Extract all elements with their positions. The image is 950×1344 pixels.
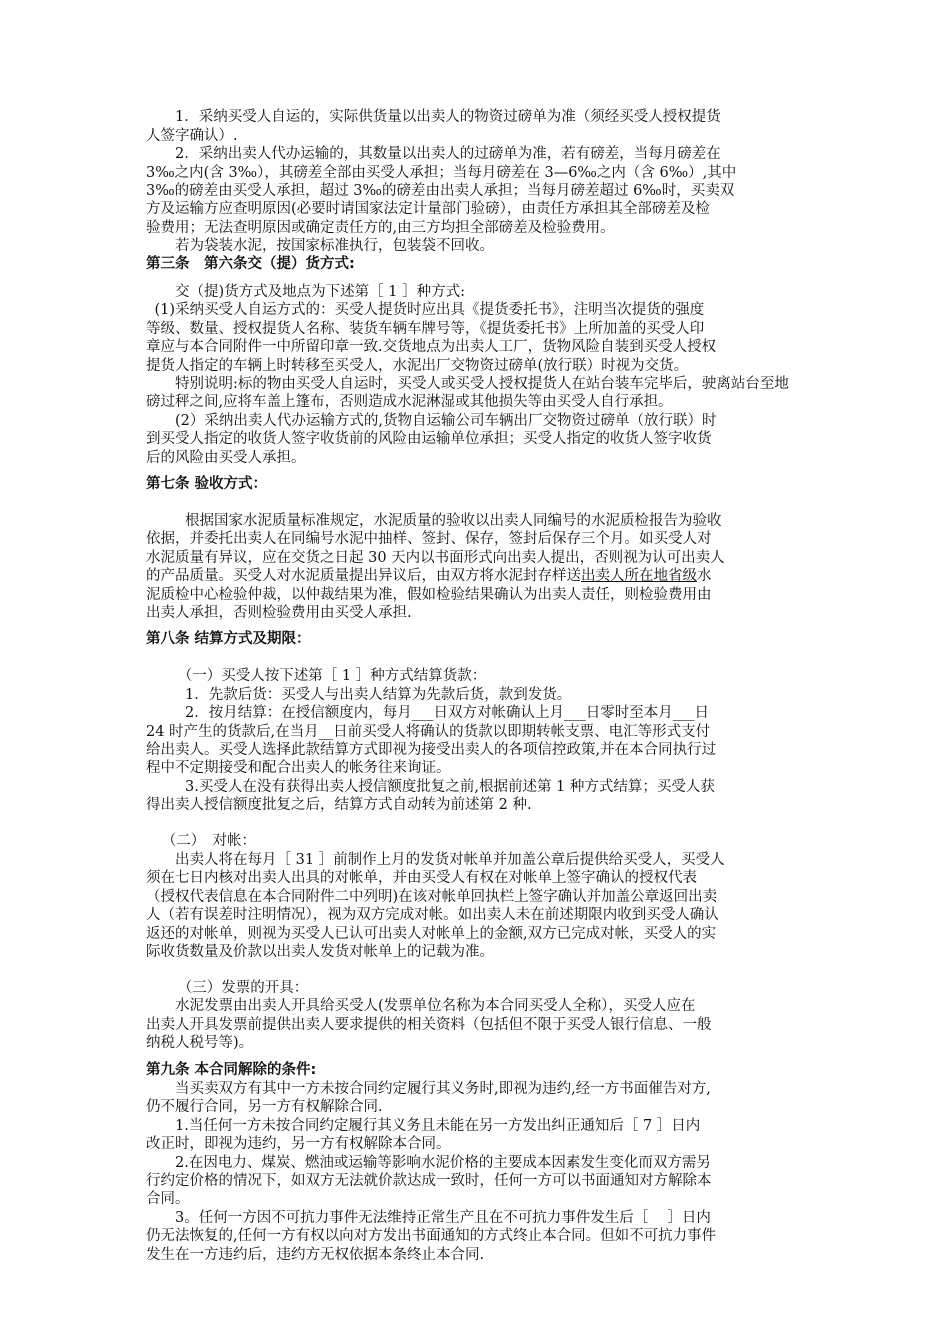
body-text-line: 方及运输方应查明原因(必要时请国家法定计量部门验磅），由责任方承担其全部磅差及检 [146,201,710,217]
body-text-line: 人签字确认）. [146,128,238,144]
body-text-line: 2．按月结算：在授信额度内，每月___日双方对帐确认上月___日零时至本月___日 [156,705,709,721]
body-text-line: 返还的对帐单，则视为买受人已认可出卖人对帐单上的金额,双方已完成对帐，买受人的实 [146,926,717,942]
body-text-line: 人（若有误差时注明情况），视为双方完成对帐。如出卖人未在前述期限内收到买受人确认 [146,907,719,923]
body-text-line: 交（提)货方式及地点为下述第［ 1 ］种方式: [146,284,465,300]
body-text-line: 仍无法恢复的,任何一方有权以向对方发出书面通知的方式终止本合同。但如不可抗力事件 [146,1228,717,1244]
section-heading: 第八条 结算方式及期限： [146,631,311,647]
body-text-line: 1．采纳买受人自运的，实际供货量以出卖人的物资过磅单为准（须经买受人授权提货 [146,109,721,125]
body-text-line: 章应与本合同附件一中所留印章一致.交货地点为出卖人工厂，货物风险自装到买受人授权 [146,339,717,355]
body-text-line: 根据国家水泥质量标准规定，水泥质量的验收以出卖人同编号的水泥质检报告为验收 [156,513,722,529]
body-text-line: 得出卖人授信额度批复之后，结算方式自动转为前述第 2 种. [146,797,532,813]
body-text-line: 等级、数量、授权提货人名称、装货车辆车牌号等，《提货委托书》上所加盖的买受人印 [146,321,705,337]
body-text-line: 出卖人承担，否则检验费用由买受人承担. [146,605,412,621]
body-text-line: 行约定价格的情况下，如双方无法就价款达成一致时，任何一方可以书面通知对方解除本 [146,1173,712,1189]
body-text-line: 给出卖人。买受人选择此款结算方式即视为接受出卖人的各项信控政策,并在本合同执行过 [146,742,717,758]
body-text-line: （三）发票的开具： [156,980,309,996]
body-text-line: （授权代表信息在本合同附件二中列明)在该对帐单回执栏上签字确认并加盖公章返回出卖 [146,889,718,905]
body-text-line: 3‰的磅差由买受人承担，超过 3‰的磅差由出卖人承担；当每月磅差超过 6‰时，买卖双 [146,183,735,199]
body-text-line: 合同。 [146,1191,190,1207]
body-text-line: 水泥质量有异议，应在交货之日起 30 天内以书面形式向出卖人提出，否则视为认可出卖人 [146,550,725,566]
body-text-line: 出卖人将在每月［ 31 ］前制作上月的发货对帐单并加盖公章后提供给买受人，买受人 [146,852,725,868]
body-text-line: (2）采纳出卖人代办运输方式的,货物自运输公司车辆出厂交物资过磅单（放行联）时 [146,413,717,429]
body-text-line: 依据，并委托出卖人在同编号水泥中抽样、签封、保存，签封后保存三个月。如买受人对 [146,531,712,547]
body-text-line: 1.当任何一方未按合同约定履行其义务且未能在另一方发出纠正通知后［ 7 ］日内 [146,1118,701,1134]
body-text-line: 1．先款后货：买受人与出卖人结算为先款后货，款到发货。 [156,687,572,703]
body-text-line: 到买受人指定的收货人签字收货前的风险由运输单位承担；买受人指定的收货人签字收货 [146,431,712,447]
section-heading: 第九条 本合同解除的条件: [146,1062,317,1078]
body-text-line: 发生在一方违约后，违约方无权依据本条终止本合同. [146,1247,485,1263]
body-text-line: 3。任何一方因不可抗力事件无法维持正常生产且在不可抗力事件发生后［ ］日内 [146,1210,711,1226]
body-text-line: 若为袋装水泥，按国家标准执行，包装袋不回收。 [146,238,494,254]
body-text-line: (1)采纳买受人自运方式的：买受人提货时应出具《提货委托书》，注明当次提货的强度 [140,302,705,318]
body-text-line: 2.在因电力、煤炭、燃油或运输等影响水泥价格的主要成本因素发生变化而双方需另 [146,1155,711,1171]
body-text-line: 特别说明:标的物由买受人自运时，买受人或买受人授权提货人在站台装车完毕后，驶离站台至地 [146,376,789,392]
body-text-line: 仍不履行合同，另一方有权解除合同. [146,1099,383,1115]
body-text-line: 程中不定期接受和配合出卖人的帐务往来询证。 [146,760,451,776]
body-text-line: 2．采纳出卖人代办运输的，其数量以出卖人的过磅单为准，若有磅差，当每月磅差在 [146,146,721,162]
body-text-line: 3‰之内(含 3‰），其磅差全部由买受人承担；当每月磅差在 3—6‰之内（含 6‰）,其中 [146,165,737,181]
body-text-line: 改正时，即视为违约，另一方有权解除本合同。 [146,1136,451,1152]
body-text-line: （二） 对帐： [140,833,256,849]
body-text-line: 后的风险由买受人承担。 [146,450,306,466]
body-text-line: 验费用；无法查明原因或确定责任方的,由三方均担全部磅差及检验费用。 [146,220,615,236]
body-text-line: 24 时产生的货款后,在当月__日前买受人将确认的货款以即期转帐支票、电汇等形式支付 [146,724,711,740]
body-text-line: 提货人指定的车辆上时转移至买受人，水泥出厂交物资过磅单(放行联）时视为交货。 [146,358,689,374]
body-text-line: 出卖人开具发票前提供出卖人要求提供的相关资料（包括但不限于买受人银行信息、一般 [146,1017,712,1033]
body-text-line: 水泥发票由出卖人开具给买受人(发票单位名称为本合同买受人全称），买受人应在 [146,998,696,1014]
body-text-line: 纳税人税号等)。 [146,1035,254,1051]
section-heading: 第七条 验收方式： [146,476,268,492]
underlined-text: 出卖人所在地省级 [581,568,697,584]
body-text-line: 际收货数量及价款以出卖人发货对帐单上的记载为准。 [146,944,494,960]
body-text-line: 当买卖双方有其中一方未按合同约定履行其义务时,即视为违约,经一方书面催告对方, [146,1081,711,1097]
body-text-line: 的产品质量。买受人对水泥质量提出异议后，由双方将水泥封存样送出卖人所在地省级水 [146,568,712,584]
body-text-line: 磅过秤之间,应将车盖上篷布，否则造成水泥淋湿或其他损失等由买受人自行承担。 [146,394,673,410]
body-text-line: 3.买受人在没有获得出卖人授信额度批复之前,根据前述第 1 种方式结算；买受人获 [156,779,715,795]
body-text-line: （一）买受人按下述第［ 1 ］种方式结算货款： [156,668,487,684]
body-text-line: 须在七日内核对出卖人出具的对帐单，并由买受人有权在对帐单上签字确认的授权代表 [146,870,697,886]
body-text-line: 泥质检中心检验仲裁，以仲裁结果为准，假如检验结果确认为出卖人责任，则检验费用由 [146,587,712,603]
section-heading: 第三条 第六条交（提）货方式: [146,256,355,272]
